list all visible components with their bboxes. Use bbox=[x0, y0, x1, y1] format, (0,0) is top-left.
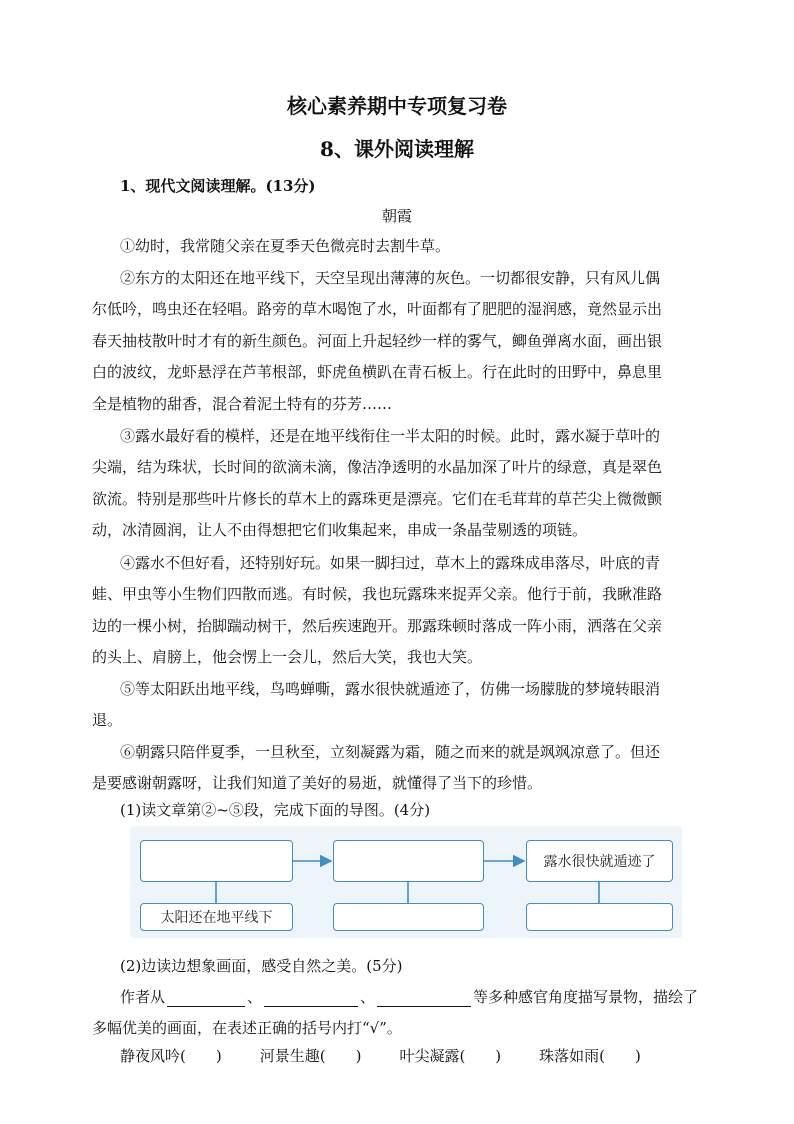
article-line: 全是植物的甜香，混合着泥土特有的芬芳…… bbox=[92, 395, 393, 413]
option-row bbox=[120, 1046, 720, 1066]
fill-prefix: 作者从 bbox=[120, 988, 166, 1006]
question-heading: 1、现代文阅读理解。(13分) bbox=[120, 177, 316, 195]
article-line: 尔低吟，鸣虫还在轻唱。路旁的草木喝饱了水，叶面都有了肥肥的湿润感，竟然显示出 bbox=[92, 300, 663, 318]
answer-blank-1[interactable] bbox=[167, 990, 245, 1007]
map-node-label: 露水很快就遁迹了 bbox=[543, 854, 656, 870]
article-title: 朝霞 bbox=[381, 207, 412, 225]
map-node-label: 太阳还在地平线下 bbox=[160, 910, 273, 926]
article-line: 退。 bbox=[92, 711, 123, 729]
answer-blank-2[interactable] bbox=[264, 990, 358, 1007]
option-2[interactable]: 河景生趣( ) bbox=[259, 1047, 362, 1065]
article-line: ③露水最好看的模样，还是在地平线衔住一半太阳的时候。此时，露水凝于草叶的 bbox=[120, 427, 661, 445]
article-line: 白的波纹，龙虾悬浮在芦苇根部，虾虎鱼横趴在青石板上。行在此时的田野中，鼻息里 bbox=[92, 363, 663, 381]
fill-sep-2: 、 bbox=[360, 988, 376, 1006]
fill-suffix: 等多种感官角度描写景物，描绘了 bbox=[473, 988, 699, 1006]
article-line: 边的一棵小树，抬脚踹动树干，然后疾速跑开。那露珠顿时落成一阵小雨，洒落在父亲 bbox=[92, 617, 663, 635]
article-line: 春天抽枝散叶时才有的新生颜色。河面上升起轻纱一样的雾气，鲫鱼弹离水面，画出银 bbox=[92, 332, 663, 350]
answer-blank-3[interactable] bbox=[377, 990, 471, 1007]
article-line: 欲流。特别是那些叶片修长的草木上的露珠更是漂亮。它们在毛茸茸的草芒尖上微微颤 bbox=[92, 490, 663, 508]
article-line: 蛙、甲虫等小生物们四散而逃。有时候，我也玩露珠来捉弄父亲。他行于前，我瞅准路 bbox=[92, 585, 663, 603]
article-line: ⑤等太阳跃出地平线，鸟鸣蝉嘶，露水很快就遁迹了，仿佛一场朦胧的梦境转眼消 bbox=[120, 680, 661, 698]
article-line: ④露水不但好看，还特别好玩。如果一脚扫过，草木上的露珠成串落尽，叶底的青 bbox=[120, 554, 661, 572]
article-line: ⑥朝露只陪伴夏季，一旦秋至，立刻凝露为霜，随之而来的就是飒飒凉意了。但还 bbox=[120, 743, 661, 761]
question-1: (1)读文章第②~⑤段，完成下面的导图。(4分) bbox=[120, 801, 431, 819]
option-1[interactable]: 静夜风吟( ) bbox=[120, 1047, 222, 1065]
option-4[interactable]: 珠落如雨( ) bbox=[539, 1047, 641, 1065]
fill-sep-1: 、 bbox=[247, 988, 263, 1006]
page-title: 核心素养期中专项复习卷 bbox=[287, 94, 507, 118]
question-2: (2)边读边想象画面，感受自然之美。(5分) bbox=[120, 957, 403, 975]
article-line: ②东方的太阳还在地平线下，天空呈现出薄薄的灰色。一切都很安静，只有风儿偶 bbox=[120, 269, 661, 287]
page-subtitle: 8、课外阅读理解 bbox=[320, 137, 474, 161]
article-line: 尖端，结为珠状，长时间的欲滴未滴，像洁净透明的水晶加深了叶片的绿意，真是翠色 bbox=[92, 458, 663, 476]
question-2-fill-line bbox=[120, 987, 720, 1007]
article-line: 动，冰清圆润，让人不由得想把它们收集起来，串成一条晶莹剔透的项链。 bbox=[92, 521, 588, 539]
question-2-line-2: 多幅优美的画面，在表述正确的括号内打“√”。 bbox=[92, 1019, 402, 1037]
article-line: 的头上、肩膀上，他会愣上一会儿，然后大笑，我也大笑。 bbox=[92, 648, 483, 666]
article-line: ①幼时，我常随父亲在夏季天色微亮时去割牛草。 bbox=[120, 237, 451, 255]
article-line: 是要感谢朝露呀，让我们知道了美好的易逝，就懂得了当下的珍惜。 bbox=[92, 774, 543, 792]
option-3[interactable]: 叶尖凝露( ) bbox=[399, 1047, 502, 1065]
